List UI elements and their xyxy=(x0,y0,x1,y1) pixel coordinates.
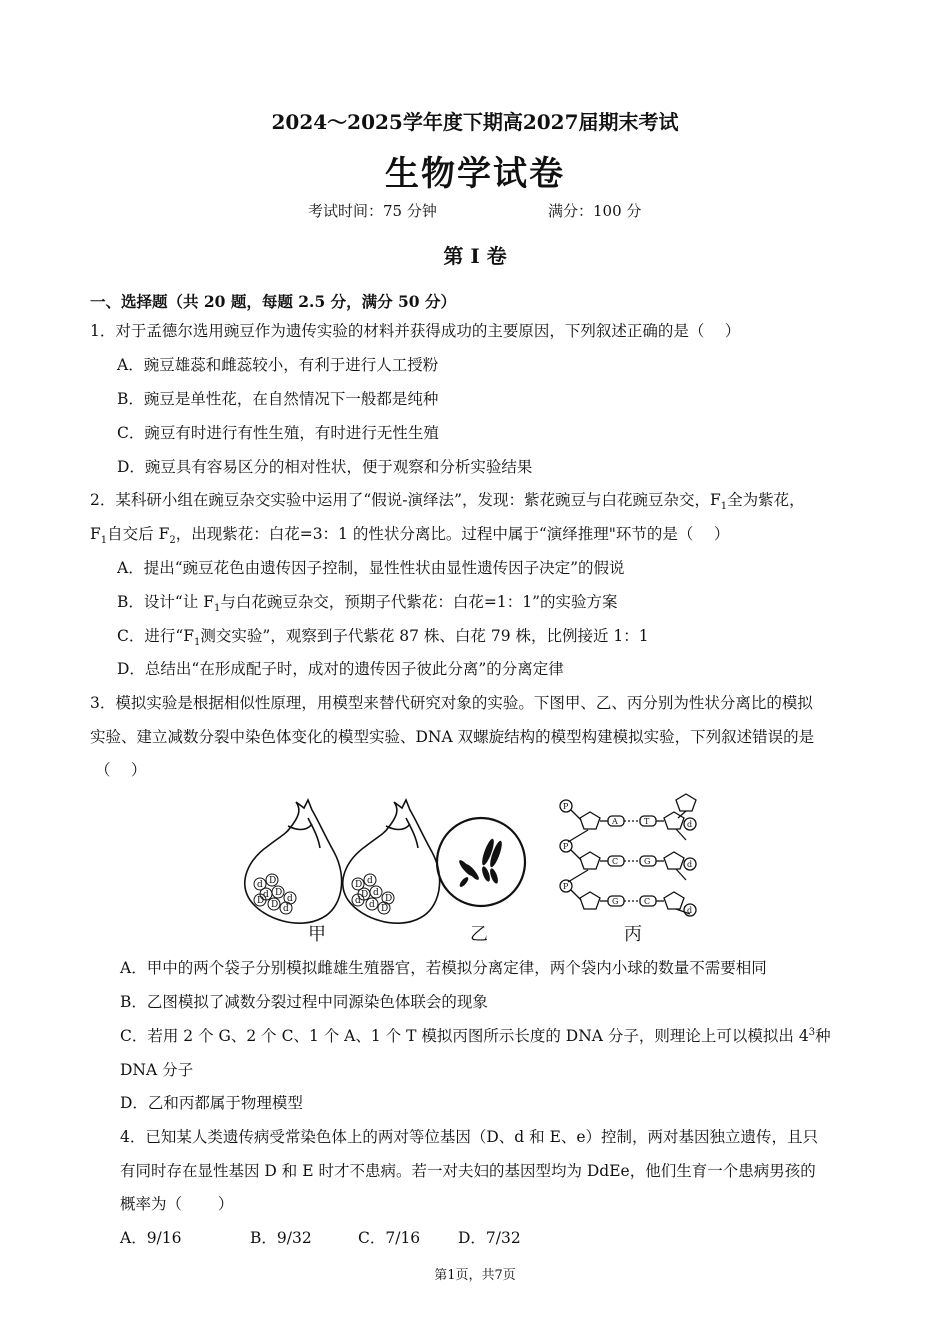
q3-option-a: A．甲中的两个袋子分别模拟雌雄生殖器官，若模拟分离定律，两个袋内小球的数量不需要相同 xyxy=(120,959,767,977)
svg-text:D: D xyxy=(271,900,279,910)
svg-text:D: D xyxy=(361,890,369,900)
q3-option-c-line2: DNA 分子 xyxy=(120,1061,194,1079)
svg-text:G: G xyxy=(612,897,619,906)
q3-figure xyxy=(238,790,718,950)
chromosome-pair-1 xyxy=(457,858,480,888)
svg-text:D: D xyxy=(269,876,277,886)
q2-stem-line2: $F_1$自交后 $F_2$，出现紫花：白花=3：1 的性状分离比。过程中属于“演绎推理"环节的是（ ） xyxy=(90,525,730,547)
exam-time: 考试时间：75 分钟 xyxy=(308,202,437,220)
svg-text:D: D xyxy=(275,888,283,898)
q3-option-d: D．乙和丙都属于物理模型 xyxy=(120,1094,303,1112)
svg-text:P: P xyxy=(563,842,569,851)
q4-option-c: C．7/16 xyxy=(358,1229,421,1247)
q1-option-a: A．豌豆雄蕊和雌蕊较小，有利于进行人工授粉 xyxy=(117,356,439,374)
svg-text:G: G xyxy=(644,857,651,866)
q4-option-b: B．9/32 xyxy=(250,1229,312,1247)
svg-text:d: d xyxy=(257,880,263,890)
q3-option-c-line1: C．若用 2 个 G、2 个 C、1 个 A、1 个 T 模拟丙图所示长度的 DNA 分子，则理论上可以模拟出 $4^3$种 xyxy=(120,1026,831,1045)
section-heading: 一、选择题（共 20 题，每题 2.5 分，满分 50 分） xyxy=(90,292,456,311)
q2-option-a: A．提出“豌豆花色由遗传因子控制，显性性状由显性遗传因子决定”的假说 xyxy=(117,559,625,577)
svg-text:d: d xyxy=(687,860,693,869)
q2-option-d: D．总结出“在形成配子时，成对的遗传因子彼此分离”的分离定律 xyxy=(117,660,564,678)
page-footer: 第1页，共7页 xyxy=(434,1268,516,1283)
q3-stem-line3: （ ） xyxy=(95,761,147,779)
svg-text:d: d xyxy=(287,894,293,904)
fig-label-yi: 乙 xyxy=(470,924,488,945)
full-score: 满分：100 分 xyxy=(548,202,642,220)
bag-jia-left-balls xyxy=(254,874,296,914)
svg-text:d: d xyxy=(369,900,375,910)
bag-jia-right-balls xyxy=(352,874,394,914)
q2-option-c: C．进行“$F_1$测交实验”，观察到子代紫花 87 株、白花 79 株，比例接近 1：1 xyxy=(117,627,649,649)
subject-title: 生物学试卷 xyxy=(385,154,565,194)
svg-text:D: D xyxy=(381,904,389,914)
fig-label-jia: 甲 xyxy=(308,924,326,945)
q3-option-b: B．乙图模拟了减数分裂过程中同源染色体联会的现象 xyxy=(120,993,488,1011)
q3-stem-line1: 3．模拟实验是根据相似性原理，用模型来替代研究对象的实验。下图甲、乙、丙分别为性状分离比的模拟 xyxy=(90,694,813,712)
volume-title: 第 I 卷 xyxy=(443,244,507,268)
q4-option-d: D．7/32 xyxy=(458,1229,521,1247)
svg-text:T: T xyxy=(644,817,650,826)
svg-text:d: d xyxy=(373,888,379,898)
exam-title: 2024～2025学年度下期高2027届期末考试 xyxy=(271,110,679,134)
svg-text:A: A xyxy=(612,817,618,826)
svg-text:P: P xyxy=(563,882,569,891)
svg-text:d: d xyxy=(367,876,373,886)
svg-text:d: d xyxy=(355,896,361,906)
svg-text:D: D xyxy=(385,894,393,904)
chromosome-pair-2 xyxy=(480,838,504,885)
q4-stem-line3: 概率为（ ） xyxy=(120,1195,234,1213)
q2-stem-line1: 2．某科研小组在豌豆杂交实验中运用了“假说-演绎法”，发现：紫花豌豆与白花豌豆杂交，$F_1$全为紫花， xyxy=(90,491,805,513)
svg-text:P: P xyxy=(563,802,569,811)
dna-model-bing xyxy=(560,794,696,916)
q3-stem-line2: 实验、建立减数分裂中染色体变化的模型实验、DNA 双螺旋结构的模型构建模拟实验，下列叙述错误的是 xyxy=(90,728,815,746)
svg-text:d: d xyxy=(263,890,269,900)
q1-option-b: B．豌豆是单性花，在自然情况下一般都是纯种 xyxy=(117,390,439,408)
q1-stem: 1．对于孟德尔选用豌豆作为遗传实验的材料并获得成功的主要原因，下列叙述正确的是（ ） xyxy=(90,322,741,340)
svg-text:D: D xyxy=(257,896,265,906)
fig-label-bing: 丙 xyxy=(624,924,642,945)
svg-text:C: C xyxy=(612,857,619,866)
q1-option-d: D．豌豆具有容易区分的相对性状，便于观察和分析实验结果 xyxy=(117,458,533,476)
svg-text:d: d xyxy=(687,906,693,915)
cell-yi xyxy=(437,818,525,906)
svg-text:D: D xyxy=(355,880,363,890)
q4-stem-line1: 4．已知某人类遗传病受常染色体上的两对等位基因（D、d 和 E、e）控制，两对基因独立遗传，且只 xyxy=(120,1128,819,1146)
svg-text:C: C xyxy=(644,897,651,906)
q1-option-c: C．豌豆有时进行有性生殖，有时进行无性生殖 xyxy=(117,424,439,442)
q4-option-a: A．9/16 xyxy=(120,1229,182,1247)
q2-option-b: B．设计“让 $F_1$与白花豌豆杂交，预期子代紫花：白花=1：1”的实验方案 xyxy=(117,593,618,615)
svg-text:d: d xyxy=(283,904,289,914)
q4-stem-line2: 有同时存在显性基因 D 和 E 时才不患病。若一对夫妇的基因型均为 DdEe，他们生育一个患病男孩的 xyxy=(120,1162,816,1180)
svg-text:d: d xyxy=(687,820,693,829)
